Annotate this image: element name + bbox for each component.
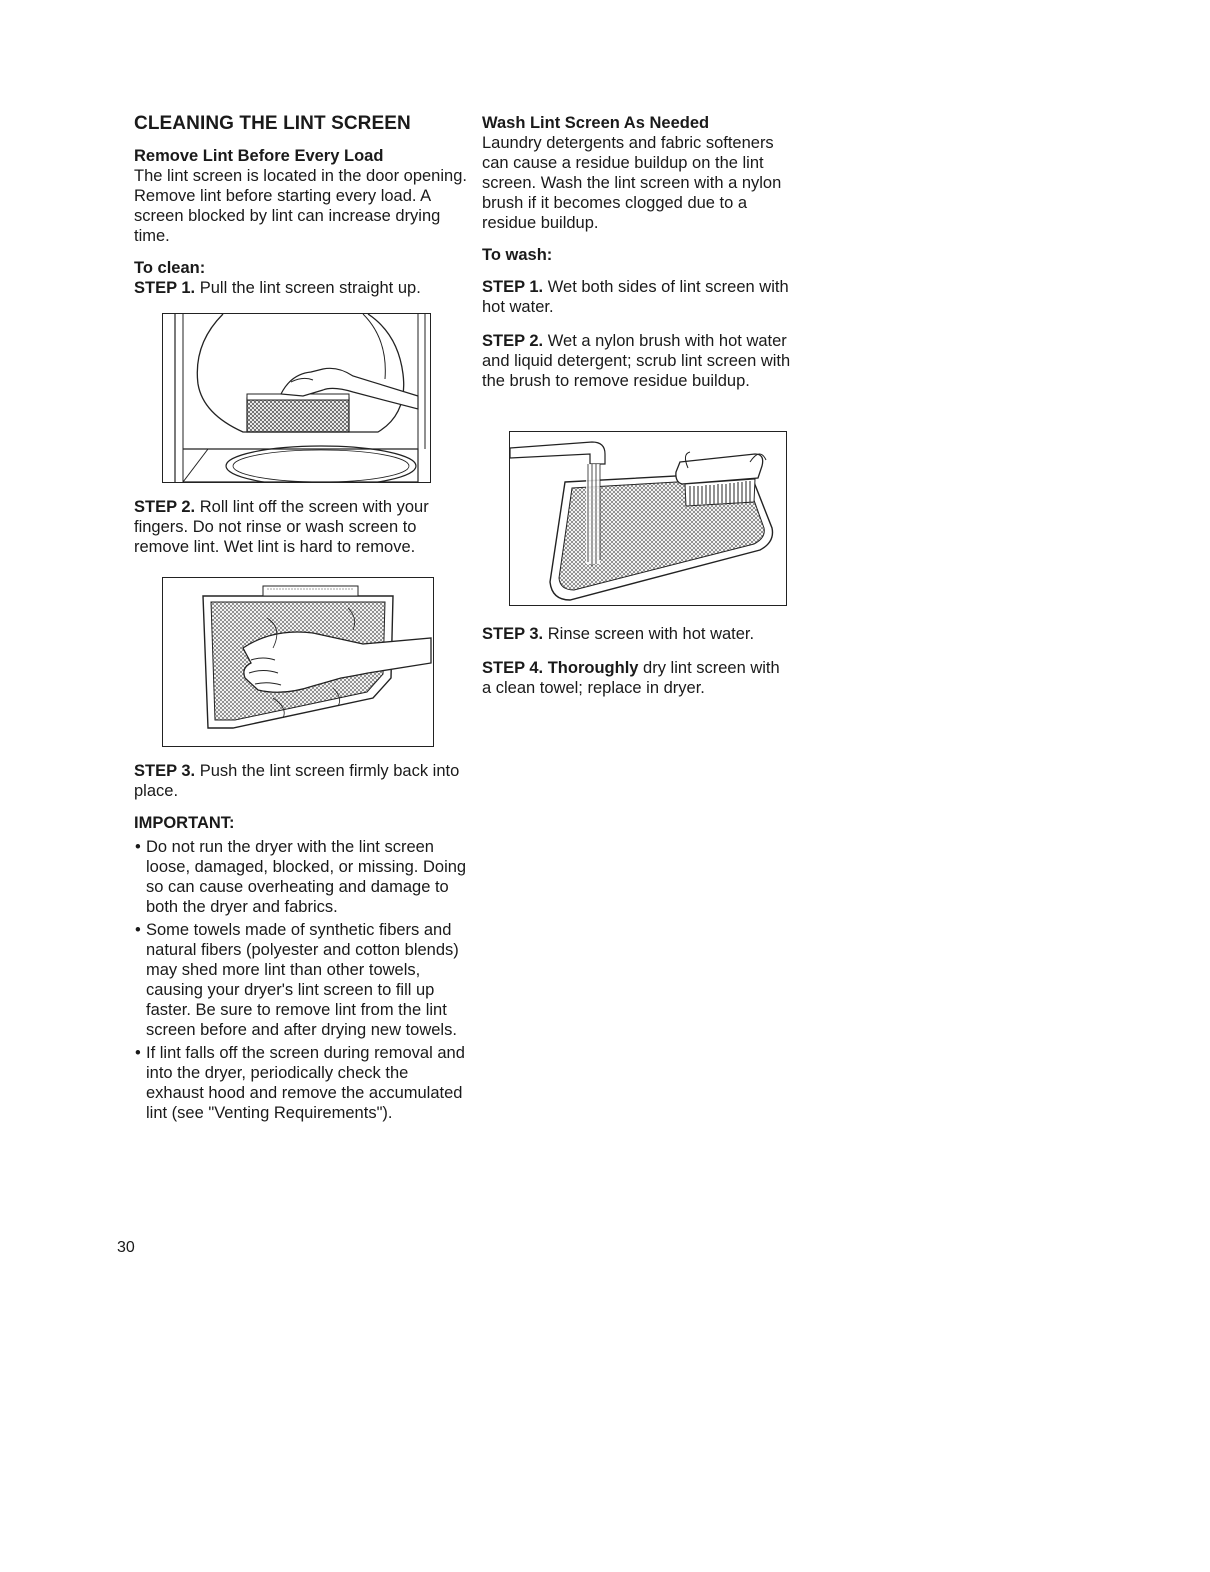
clean-step-3 (134, 761, 469, 801)
wash-step-4 (482, 658, 792, 698)
remove-lint-body: The lint screen is located in the door opening. Remove lint before starting every load. A screen blocked by lint can increase drying time. (134, 167, 467, 245)
left-column (134, 113, 469, 1126)
clean-step-2 (134, 497, 469, 557)
clean-step-1-label: STEP 1. (134, 279, 196, 297)
wash-step-3-label: STEP 3. (482, 625, 544, 643)
figure-pull-lint-screen (162, 313, 431, 483)
important-item: • Some towels made of synthetic fibers and natural fibers (polyester and cotton blends) may shed more lint than other towels, causing your dryer's lint screen to fill up faster. Be sure to remove lint from the lint screen before and after drying new towels. (134, 920, 469, 1040)
wash-step-4-label: STEP 4. Thoroughly (482, 659, 639, 677)
page-title: CLEANING THE LINT SCREEN (134, 113, 411, 134)
clean-step-3-text: Push the lint screen firmly back into place. (134, 762, 460, 800)
right-column (482, 113, 792, 698)
wash-heading: Wash Lint Screen As Needed (482, 114, 710, 132)
page-number: 30 (117, 1239, 135, 1256)
wash-step-3 (482, 624, 792, 644)
important-item: • If lint falls off the screen during removal and into the dryer, periodically check the exhaust hood and remove the accumulated lint (see "Venting Requirements"). (134, 1043, 469, 1123)
wash-step-3-text: Rinse screen with hot water. (543, 625, 755, 643)
clean-step-2-label: STEP 2. (134, 498, 196, 516)
wash-step-4-text: dry lint screen with a clean towel; replace in dryer. (482, 659, 780, 697)
wash-step-2-label: STEP 2. (482, 332, 544, 350)
remove-lint-heading: Remove Lint Before Every Load (134, 147, 384, 165)
clean-step-1-text: Pull the lint screen straight up. (195, 279, 421, 297)
wash-step-2-text: Wet a nylon brush with hot water and liquid detergent; scrub lint screen with the brush to remove residue buildup. (482, 332, 791, 390)
wash-step-2 (482, 331, 792, 391)
important-list (134, 837, 469, 1123)
clean-step-3-label: STEP 3. (134, 762, 196, 780)
figure-scrub-lint-screen (509, 431, 787, 606)
figure-roll-lint (162, 577, 434, 747)
clean-step-2-text: Roll lint off the screen with your fingers. Do not rinse or wash screen to remove lint. Wet lint is hard to remove. (134, 498, 429, 556)
wash-body: Laundry detergents and fabric softeners can cause a residue buildup on the lint screen. Wash the lint screen with a nylon brush if it becomes clogged due to a residue buildup. (482, 134, 782, 232)
clean-step-1 (134, 278, 469, 298)
important-heading: IMPORTANT: (134, 814, 235, 832)
wash-step-1 (482, 277, 792, 317)
roll-lint-illustration (163, 578, 433, 746)
important-item: • Do not run the dryer with the lint screen loose, damaged, blocked, or missing. Doing so can cause overheating and damage to both the dryer and fabrics. (134, 837, 469, 917)
wash-step-1-text: Wet both sides of lint screen with hot water. (482, 278, 789, 316)
pull-lint-screen-illustration (163, 314, 430, 482)
scrub-lint-screen-illustration (510, 432, 786, 605)
to-wash-heading: To wash: (482, 246, 553, 264)
to-clean-heading: To clean: (134, 259, 206, 277)
wash-step-1-label: STEP 1. (482, 278, 544, 296)
